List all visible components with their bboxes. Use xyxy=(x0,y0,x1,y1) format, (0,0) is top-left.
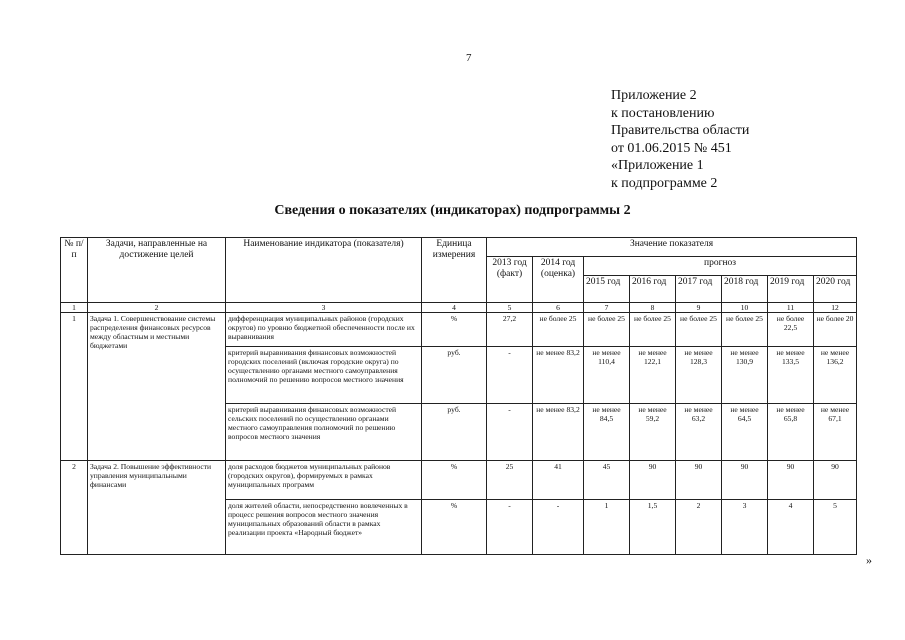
value-cell: не менее 59,2 xyxy=(630,404,676,461)
value-cell: не менее 133,5 xyxy=(768,347,814,404)
column-number: 2 xyxy=(88,303,226,313)
value-cell: 1,5 xyxy=(630,500,676,555)
value-cell: не менее 83,2 xyxy=(533,404,584,461)
indicator-text: критерий выравнивания финансовых возможностей городских поселений (включая городские округа) по осуществлению органами местного самоуправления полномочий по решению вопросов местного значения xyxy=(226,347,422,404)
header-task: Задачи, направленные на достижение целей xyxy=(88,238,226,303)
header-2019: 2019 год xyxy=(768,276,814,303)
column-number: 9 xyxy=(676,303,722,313)
value-cell: не менее 122,1 xyxy=(630,347,676,404)
value-cell: не более 25 xyxy=(630,313,676,347)
value-cell: 90 xyxy=(676,461,722,500)
indicator-text: дифференциация муниципальных районов (городских округов) по уровню бюджетной обеспеченности после их выравнивания xyxy=(226,313,422,347)
value-cell: не более 25 xyxy=(584,313,630,347)
value-cell: не более 25 xyxy=(676,313,722,347)
value-cell: 1 xyxy=(584,500,630,555)
appendix-line: Приложение 2 xyxy=(611,88,697,103)
column-number: 5 xyxy=(487,303,533,313)
column-number: 4 xyxy=(422,303,487,313)
value-cell: - xyxy=(533,500,584,555)
value-cell: 4 xyxy=(768,500,814,555)
unit-cell: % xyxy=(422,461,487,500)
table-row xyxy=(61,313,857,347)
indicator-text: доля расходов бюджетов муниципальных районов (городских округов), формируемых в рамках муниципальных программ xyxy=(226,461,422,500)
column-number: 12 xyxy=(814,303,857,313)
value-cell: 45 xyxy=(584,461,630,500)
value-cell: 2 xyxy=(676,500,722,555)
header-2017: 2017 год xyxy=(676,276,722,303)
appendix-line: от 01.06.2015 № 451 xyxy=(611,140,732,156)
value-cell: не менее 110,4 xyxy=(584,347,630,404)
value-cell: не более 22,5 xyxy=(768,313,814,347)
unit-cell: руб. xyxy=(422,347,487,404)
row-num: 2 xyxy=(61,461,88,555)
value-cell: не более 25 xyxy=(533,313,584,347)
unit-cell: % xyxy=(422,500,487,555)
unit-cell: % xyxy=(422,313,487,347)
appendix-line: Правительства области xyxy=(611,123,750,139)
indicators-table xyxy=(60,237,857,555)
page-number: 7 xyxy=(466,52,472,64)
value-cell: - xyxy=(487,500,533,555)
column-number: 1 xyxy=(61,303,88,313)
value-cell: 41 xyxy=(533,461,584,500)
table-row xyxy=(61,461,857,500)
header-indicator: Наименование индикатора (показателя) xyxy=(226,238,422,303)
value-cell: 3 xyxy=(722,500,768,555)
document-title: Сведения о показателях (индикаторах) подпрограммы 2 xyxy=(274,203,631,218)
closing-quote: » xyxy=(866,553,872,567)
header-2015: 2015 год xyxy=(584,276,630,303)
header-num: № п/п xyxy=(61,238,88,303)
value-cell: не более 25 xyxy=(722,313,768,347)
indicator-text: доля жителей области, непосредственно вовлеченных в процесс решения вопросов местного значения муниципальных образований области в рамках реализации проекта «Народный бюджет» xyxy=(226,500,422,555)
value-cell: 25 xyxy=(487,461,533,500)
value-cell: не менее 64,5 xyxy=(722,404,768,461)
task-text: Задача 2. Повышение эффективности управления муниципальными финансами xyxy=(88,461,226,555)
column-number: 8 xyxy=(630,303,676,313)
header-unit: Единица измерения xyxy=(422,238,487,303)
header-2013: 2013 год (факт) xyxy=(487,257,533,303)
column-number: 7 xyxy=(584,303,630,313)
appendix-line: «Приложение 1 xyxy=(611,158,704,174)
value-cell: 90 xyxy=(722,461,768,500)
value-cell: не более 20 xyxy=(814,313,857,347)
value-cell: не менее 63,2 xyxy=(676,404,722,461)
value-cell: не менее 136,2 xyxy=(814,347,857,404)
unit-cell: руб. xyxy=(422,404,487,461)
header-2014: 2014 год (оценка) xyxy=(533,257,584,303)
column-number: 11 xyxy=(768,303,814,313)
header-value: Значение показателя xyxy=(487,238,857,257)
indicator-text: критерий выравнивания финансовых возможностей сельских поселений по осуществлению органами местного самоуправления полномочий по решению вопросов местного значения xyxy=(226,404,422,461)
value-cell: 90 xyxy=(630,461,676,500)
value-cell: не менее 130,9 xyxy=(722,347,768,404)
value-cell: 90 xyxy=(768,461,814,500)
header-forecast: прогноз xyxy=(584,257,857,276)
header-2018: 2018 год xyxy=(722,276,768,303)
value-cell: 5 xyxy=(814,500,857,555)
value-cell: - xyxy=(487,347,533,404)
value-cell: не менее 128,3 xyxy=(676,347,722,404)
appendix-line: к подпрограмме 2 xyxy=(611,175,718,191)
row-num: 1 xyxy=(61,313,88,461)
value-cell: не менее 83,2 xyxy=(533,347,584,404)
column-number: 6 xyxy=(533,303,584,313)
header-2016: 2016 год xyxy=(630,276,676,303)
value-cell: 27,2 xyxy=(487,313,533,347)
value-cell: не менее 65,8 xyxy=(768,404,814,461)
value-cell: не менее 84,5 xyxy=(584,404,630,461)
appendix-block xyxy=(611,87,749,193)
value-cell: не менее 67,1 xyxy=(814,404,857,461)
value-cell: 90 xyxy=(814,461,857,500)
column-number: 10 xyxy=(722,303,768,313)
column-number: 3 xyxy=(226,303,422,313)
task-text: Задача 1. Совершенствование системы распределения финансовых ресурсов между областным и местными бюджетами xyxy=(88,313,226,461)
column-number-row xyxy=(61,303,857,313)
value-cell: - xyxy=(487,404,533,461)
header-2020: 2020 год xyxy=(814,276,857,303)
appendix-line: к постановлению xyxy=(611,105,715,121)
